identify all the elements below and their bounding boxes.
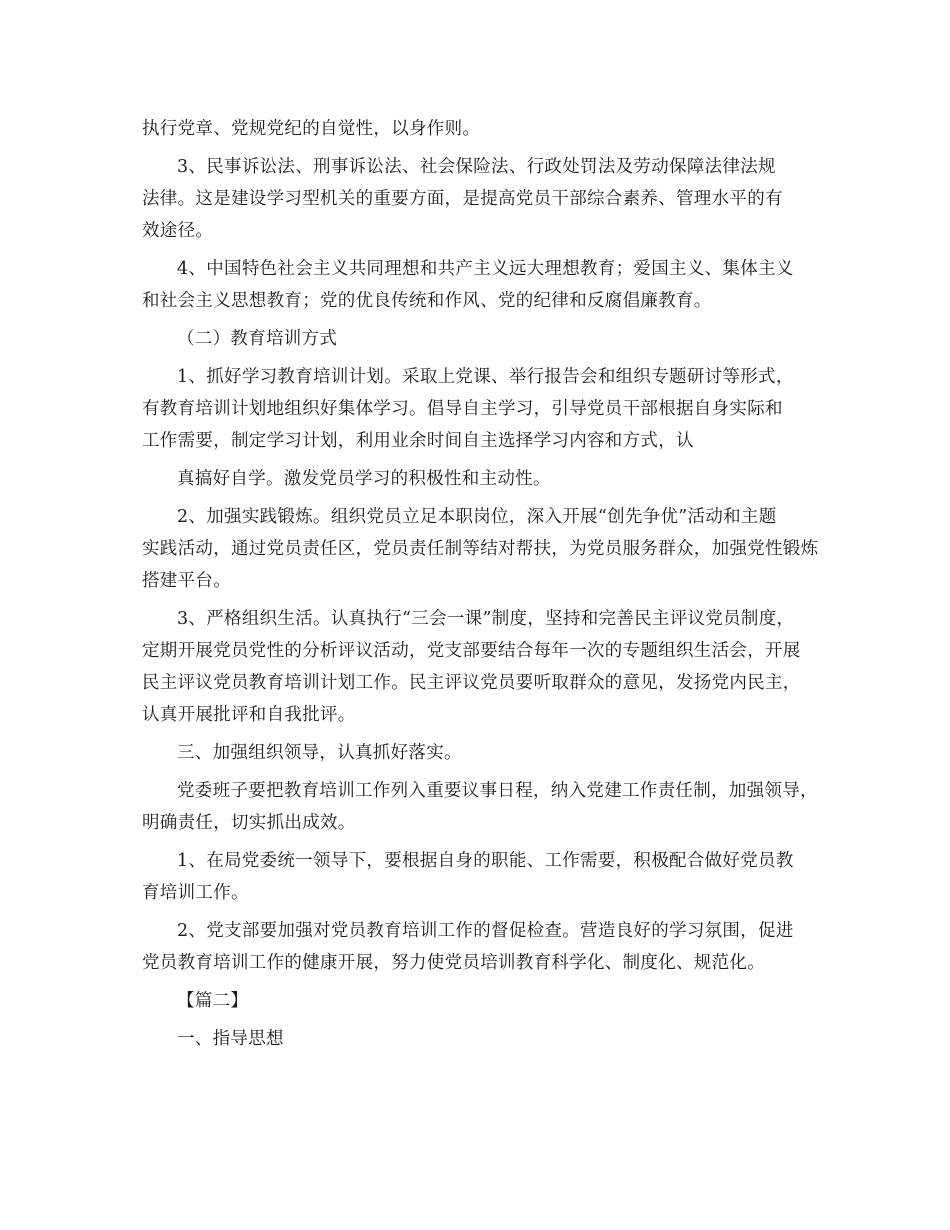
section-heading: （二）教育培训方式 — [177, 329, 338, 349]
text-line: 和社会主义思想教育；党的优良传统和作风、党的纪律和反腐倡廉教育。 — [142, 291, 712, 311]
text-line: 1、在局党委统一领导下，要根据自身的职能、工作需要，积极配合做好党员教 — [177, 851, 794, 871]
text-line: 3、民事诉讼法、刑事诉讼法、社会保险法、行政处罚法及劳动保障法律法规 — [177, 157, 776, 177]
text-line: 认真开展批评和自我批评。 — [142, 705, 356, 725]
text-line: 有教育培训计划地组织好集体学习。倡导自主学习，引导党员干部根据自身实际和 — [142, 399, 783, 419]
document-body — [142, 113, 818, 1055]
text-line: 党委班子要把教育培训工作列入重要议事日程，纳入党建工作责任制，加强领导， — [177, 781, 818, 801]
text-line: 3、严格组织生活。认真执行“三会一课”制度，坚持和完善民主评议党员制度， — [177, 609, 795, 629]
text-line: 2、加强实践锻炼。组织党员立足本职岗位，深入开展“创先争优”活动和主题 — [177, 507, 777, 527]
text-line: 1、抓好学习教育培训计划。采取上党课、举行报告会和组织专题研讨等形式， — [177, 367, 794, 387]
text-line: 党员教育培训工作的健康开展，努力使党员培训教育科学化、制度化、规范化。 — [142, 953, 765, 973]
section-heading: 三、加强组织领导，认真抓好落实。 — [177, 743, 462, 763]
part-heading: 【篇二】 — [177, 991, 249, 1011]
text-line: 定期开展党员党性的分析评议活动，党支部要结合每年一次的专题组织生活会，开展 — [142, 641, 801, 661]
text-line: 实践活动，通过党员责任区，党员责任制等结对帮扶，为党员服务群众，加强党性锻炼 — [142, 539, 818, 559]
text-line: 搭建平台。 — [142, 571, 231, 591]
text-line: 执行党章、党规党纪的自觉性，以身作则。 — [142, 119, 481, 139]
text-line: 4、中国特色社会主义共同理想和共产主义远大理想教育；爱国主义、集体主义 — [177, 259, 794, 279]
text-line: 2、党支部要加强对党员教育培训工作的督促检查。营造良好的学习氛围，促进 — [177, 921, 794, 941]
text-line: 工作需要，制定学习计划，利用业余时间自主选择学习内容和方式，认 — [142, 431, 694, 451]
section-heading: 一、指导思想 — [177, 1029, 284, 1049]
text-line: 育培训工作。 — [142, 883, 249, 903]
text-line: 民主评议党员教育培训计划工作。民主评议党员要听取群众的意见，发扬党内民主， — [142, 673, 801, 693]
text-line: 效途径。 — [142, 221, 214, 241]
text-line: 真搞好自学。激发党员学习的积极性和主动性。 — [177, 469, 551, 489]
text-line: 明确责任，切实抓出成效。 — [142, 813, 356, 833]
text-line: 法律。这是建设学习型机关的重要方面，是提高党员干部综合素养、管理水平的有 — [142, 189, 783, 209]
